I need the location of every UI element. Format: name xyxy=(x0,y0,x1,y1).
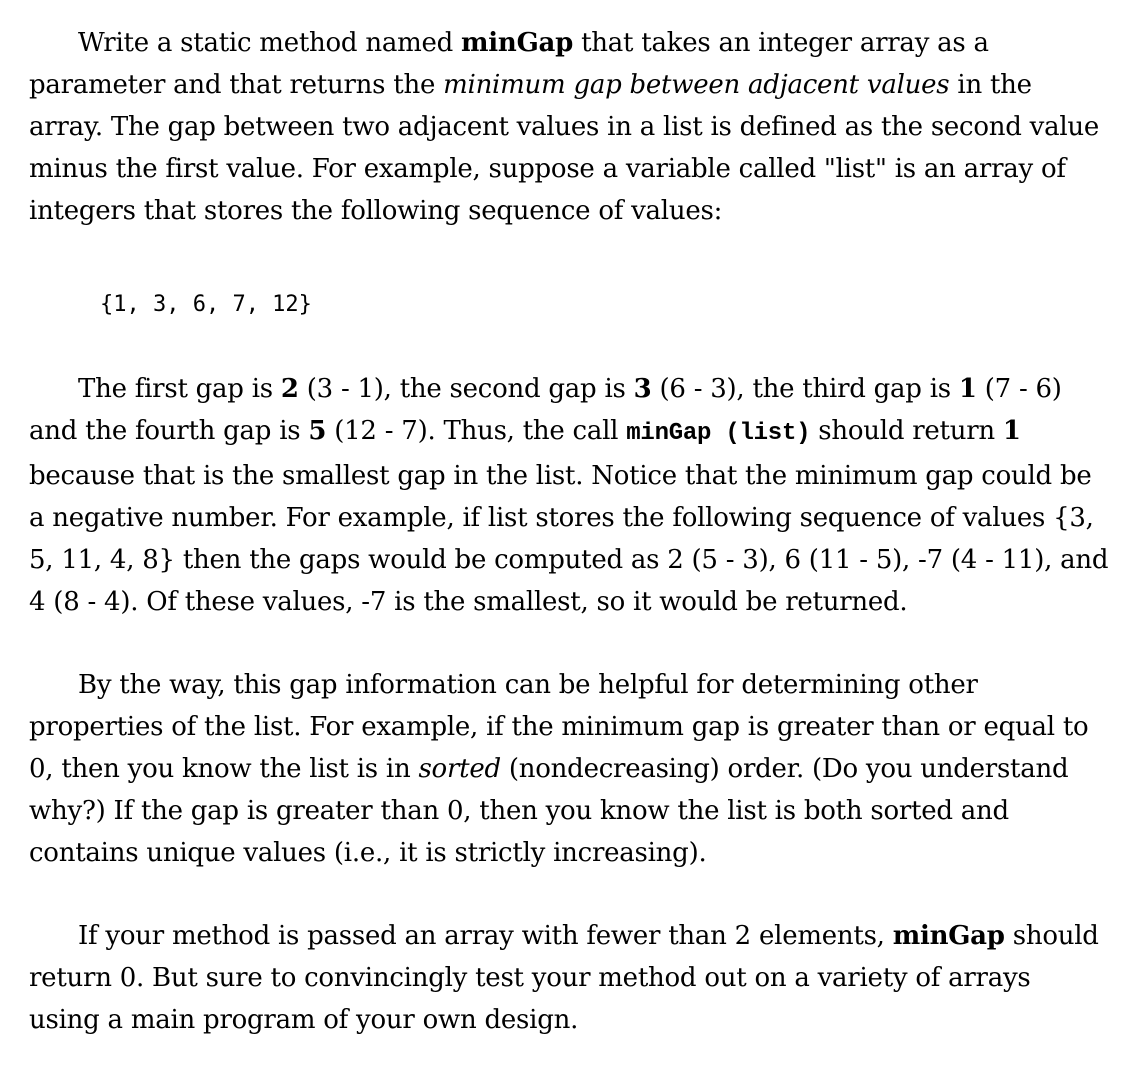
text-run: (7 - 6) and the fourth gap is xyxy=(29,374,1062,446)
gap-value: 2 xyxy=(280,374,299,404)
method-name: minGap xyxy=(892,921,1005,951)
emphasis-text: sorted xyxy=(418,754,501,784)
text-run: because that is the smallest gap in the list. Notice that the minimum gap could be a negative number. For example, if list stores the following sequence of values {3, 5, 11, 4, 8} then the gaps would be computed as 2 (5 - 3), 6 (11 - 5), -7 (4 - 11), and 4 (8 - 4). Of these values, -7 is the smallest, so it would be returned. xyxy=(29,461,1109,617)
text-run: in the array. The gap between two adjacent values in a list is defined as the second value minus the first value. For example, suppose a variable called "list" is an array of integers that stores the following sequence of values: xyxy=(29,70,1100,226)
properties-paragraph xyxy=(29,664,1109,874)
gap-value: 1 xyxy=(958,374,977,404)
gaps-explanation-paragraph xyxy=(29,368,1109,623)
method-call-code: minGap (list) xyxy=(626,420,811,447)
text-run: (nondecreasing) order. (Do you understand why?) If the gap is greater than 0, then you know the list is both sorted and contains unique values (i.e., it is strictly increasing). xyxy=(29,754,1069,868)
text-run: (6 - 3), the third gap is xyxy=(651,374,959,404)
text-run: should return 0. But sure to convincingly test your method out on a variety of arrays using a main program of your own design. xyxy=(29,921,1099,1035)
text-run: that takes an integer array as a parameter and that returns the xyxy=(29,28,989,100)
return-value: 1 xyxy=(1002,416,1021,446)
gap-value: 3 xyxy=(633,374,652,404)
text-run: Write a static method named xyxy=(78,28,462,58)
method-name: minGap xyxy=(461,28,574,58)
text-run: The first gap is xyxy=(78,374,281,404)
text-run: (3 - 1), the second gap is xyxy=(298,374,634,404)
document-page xyxy=(29,22,1109,1041)
intro-paragraph xyxy=(29,22,1109,232)
text-run: should return xyxy=(810,416,1003,446)
code-example: {1, 3, 6, 7, 12} xyxy=(100,292,312,317)
text-run: By the way, this gap information can be helpful for determining other properties of the list. For example, if the minimum gap is greater than or equal to 0, then you know the list is in xyxy=(29,670,1089,784)
text-run: If your method is passed an array with fewer than 2 elements, xyxy=(78,921,893,951)
gap-value: 5 xyxy=(308,416,327,446)
text-run: (12 - 7). Thus, the call xyxy=(326,416,627,446)
emphasis-text: minimum gap between adjacent values xyxy=(443,70,950,100)
edge-case-paragraph xyxy=(29,915,1109,1041)
